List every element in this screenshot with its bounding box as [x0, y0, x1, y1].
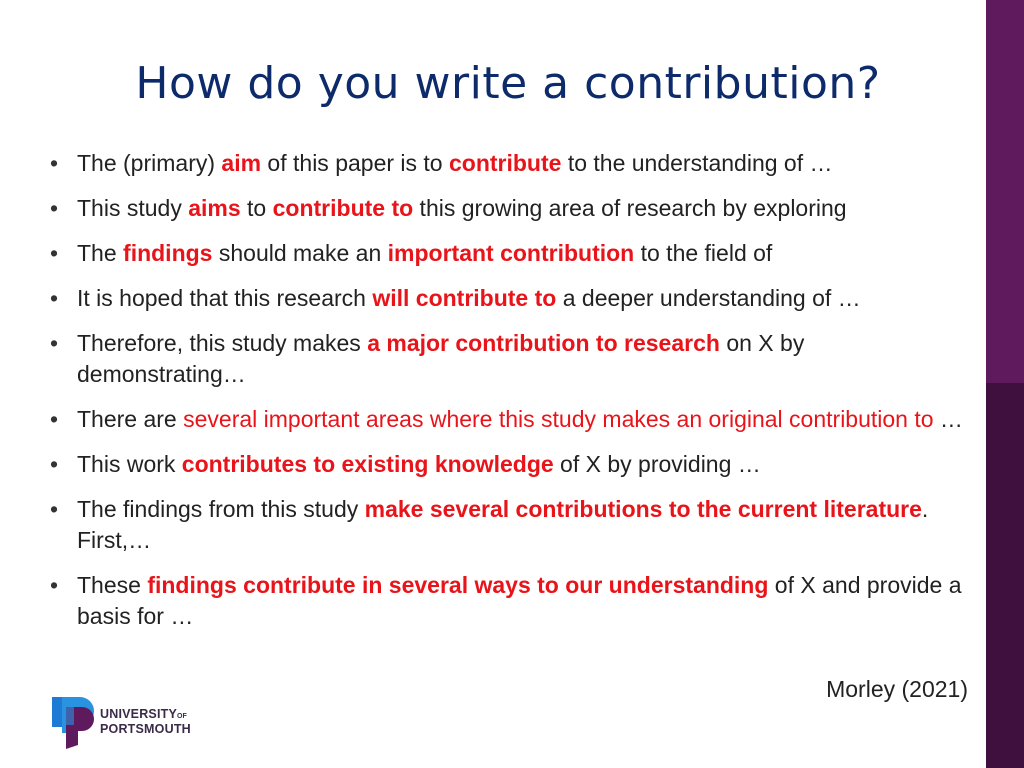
bullet-marker: •	[50, 572, 59, 598]
bullet-text: should make an	[212, 240, 388, 266]
bullet-text: The findings from this study	[77, 496, 365, 522]
bullet-item	[50, 238, 970, 269]
bullet-text: a deeper understanding of …	[556, 285, 861, 311]
bullet-list	[50, 148, 970, 646]
bullet-marker: •	[50, 330, 59, 356]
bullet-text: of X by providing …	[553, 451, 761, 477]
bullet-marker: •	[50, 195, 59, 221]
bullet-item	[50, 449, 970, 480]
bullet-item	[50, 283, 970, 314]
bullet-marker: •	[50, 451, 59, 477]
bullet-marker: •	[50, 496, 59, 522]
bullet-text: to the field of	[634, 240, 773, 266]
bullet-highlight-text: findings contribute in several ways to our understanding	[147, 572, 769, 598]
bullet-item	[50, 193, 970, 224]
bullet-text: There are	[77, 406, 184, 432]
bullet-marker: •	[50, 240, 59, 266]
bullet-highlight-text: contribute to	[272, 195, 414, 221]
bullet-highlight-text: contribute	[448, 150, 562, 176]
bullet-highlight-text: aim	[221, 150, 262, 176]
bullet-text: . First,…	[77, 496, 929, 553]
bullet-text: It is hoped that this research	[77, 285, 373, 311]
bullet-highlight-text: findings	[123, 240, 213, 266]
bullet-marker: •	[50, 150, 59, 176]
bullet-highlight-text: a major contribution to research	[367, 330, 720, 356]
bullet-highlight-text: important contribution	[387, 240, 635, 266]
bullet-text: The (primary)	[77, 150, 222, 176]
bullet-text: on X by demonstrating…	[77, 330, 805, 387]
bullet-text: This work	[77, 451, 182, 477]
bullet-item	[50, 494, 970, 556]
citation: Morley (2021)	[826, 676, 968, 702]
bullet-text: The	[77, 240, 124, 266]
bullet-text: Therefore, this study makes	[77, 330, 368, 356]
university-logo	[52, 697, 212, 749]
bullet-text: this growing area of research by exploring	[413, 195, 847, 221]
bullet-item	[50, 328, 970, 390]
logo-line-university: UNIVERSITY	[100, 707, 178, 721]
bullet-item	[50, 570, 970, 632]
logo-line-portsmouth: PORTSMOUTH	[100, 722, 191, 736]
bullet-text: of X and provide a basis for …	[77, 572, 962, 629]
bullet-text: of this paper is to	[261, 150, 449, 176]
bullet-item	[50, 148, 970, 179]
bullet-item	[50, 404, 970, 435]
university-of-portsmouth-logo-icon	[52, 697, 96, 749]
bullet-highlight-text: make several contributions to the current literature	[364, 496, 922, 522]
logo-line-of: OF	[177, 713, 187, 720]
bullet-text: to	[240, 195, 273, 221]
bullet-text: to the understanding of …	[561, 150, 833, 176]
bullet-text: These	[77, 572, 148, 598]
bullet-highlight-text: will contribute to	[372, 285, 557, 311]
bullet-highlight-text: aims	[188, 195, 241, 221]
bullet-text: This study	[77, 195, 189, 221]
bullet-text: …	[933, 406, 963, 432]
bullet-marker: •	[50, 285, 59, 311]
bullet-highlight-text: several important areas where this study makes an original contribution to	[183, 406, 934, 432]
sidebar-accent-bottom	[986, 383, 1024, 768]
bullet-highlight-text: contributes to existing knowledge	[181, 451, 554, 477]
bullet-marker: •	[50, 406, 59, 432]
logo-wordmark	[100, 708, 191, 736]
slide-title: How do you write a contribution?	[135, 58, 881, 109]
